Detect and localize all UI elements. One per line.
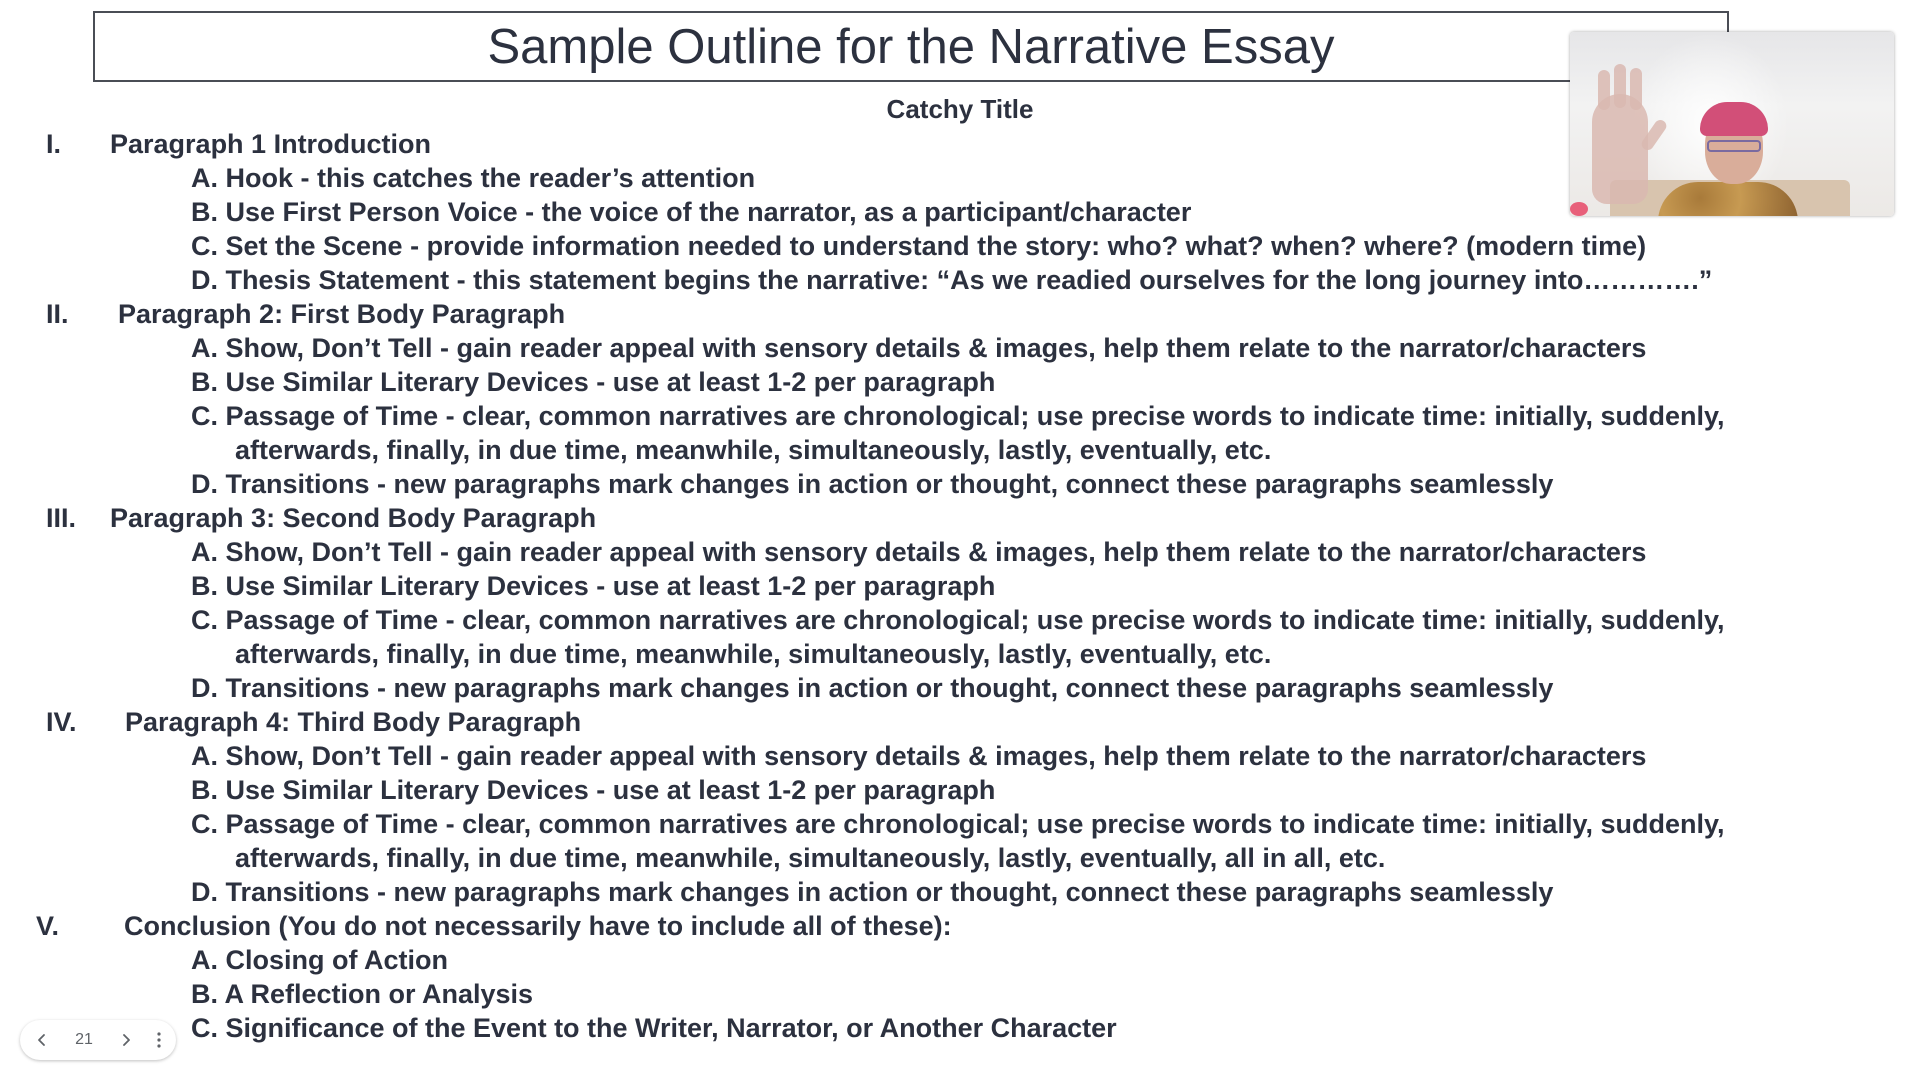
slide-subtitle: Catchy Title <box>886 94 1034 124</box>
outline-item: D. Transitions - new paragraphs mark changes in action or thought, connect these paragraphs seamlessly <box>191 673 1554 703</box>
presenter-figure <box>1700 102 1768 136</box>
slide-navigation <box>20 1020 176 1060</box>
title-box <box>93 11 1729 82</box>
outline-item: B. Use Similar Literary Devices - use at least 1-2 per paragraph <box>191 571 996 601</box>
outline-item: B. Use Similar Literary Devices - use at least 1-2 per paragraph <box>191 775 996 805</box>
outline-item: D. Thesis Statement - this statement begins the narrative: “As we readied ourselves for the long journey into………….” <box>191 265 1713 295</box>
previous-slide-button[interactable] <box>24 1020 60 1060</box>
section-heading: Conclusion (You do not necessarily have to include all of these): <box>124 911 952 941</box>
outline-item: C. Passage of Time - clear, common narratives are chronological; use precise words to indicate time: initially, suddenly, <box>191 809 1725 839</box>
outline-item: C. Passage of Time - clear, common narratives are chronological; use precise words to indicate time: initially, suddenly, <box>191 401 1725 431</box>
outline-item: D. Transitions - new paragraphs mark changes in action or thought, connect these paragraphs seamlessly <box>191 877 1554 907</box>
outline-item: B. Use Similar Literary Devices - use at least 1-2 per paragraph <box>191 367 996 397</box>
slide-title: Sample Outline for the Narrative Essay <box>487 19 1335 74</box>
section-numeral: II. <box>46 299 69 329</box>
chevron-left-icon <box>36 1033 48 1047</box>
waving-hand <box>1614 64 1626 108</box>
more-vertical-icon <box>156 1031 162 1049</box>
section-numeral: IV. <box>46 707 77 737</box>
outline-item: D. Transitions - new paragraphs mark changes in action or thought, connect these paragraphs seamlessly <box>191 469 1554 499</box>
outline-item-continuation: afterwards, finally, in due time, meanwhile, simultaneously, lastly, eventually, etc. <box>235 435 1272 465</box>
section-heading: Paragraph 1 Introduction <box>110 129 432 159</box>
presenter-figure <box>1707 140 1761 152</box>
outline-item: C. Significance of the Event to the Writer, Narrator, or Another Character <box>191 1013 1117 1043</box>
next-slide-button[interactable] <box>108 1020 144 1060</box>
outline-item: A. Hook - this catches the reader’s attention <box>191 163 756 193</box>
outline-item: C. Set the Scene - provide information needed to understand the story: who? what? when? where? (modern time) <box>191 231 1647 261</box>
outline-item-continuation: afterwards, finally, in due time, meanwhile, simultaneously, lastly, eventually, etc. <box>235 639 1272 669</box>
waving-hand <box>1598 70 1610 110</box>
outline-item-continuation: afterwards, finally, in due time, meanwhile, simultaneously, lastly, eventually, all in all, etc. <box>235 843 1386 873</box>
outline-item: B. Use First Person Voice - the voice of the narrator, as a participant/character <box>191 197 1192 227</box>
outline-item: A. Show, Don’t Tell - gain reader appeal with sensory details & images, help them relate to the narrator/characters <box>191 741 1647 771</box>
chevron-right-icon <box>120 1033 132 1047</box>
section-heading: Paragraph 2: First Body Paragraph <box>118 299 566 329</box>
video-background <box>1570 202 1588 216</box>
section-numeral: I. <box>46 129 62 159</box>
waving-hand <box>1592 94 1648 204</box>
outline-item: A. Show, Don’t Tell - gain reader appeal with sensory details & images, help them relate to the narrator/characters <box>191 333 1647 363</box>
presenter-figure <box>1658 182 1798 216</box>
outline-item: C. Passage of Time - clear, common narratives are chronological; use precise words to indicate time: initially, suddenly, <box>191 605 1725 635</box>
presenter-video-tile[interactable] <box>1570 32 1894 216</box>
section-heading: Paragraph 3: Second Body Paragraph <box>110 503 597 533</box>
section-heading: Paragraph 4: Third Body Paragraph <box>125 707 582 737</box>
page-number: 21 <box>75 1031 93 1048</box>
waving-hand <box>1630 68 1642 110</box>
outline-item: A. Show, Don’t Tell - gain reader appeal with sensory details & images, help them relate to the narrator/characters <box>191 537 1647 567</box>
section-numeral: III. <box>46 503 77 533</box>
section-numeral: V. <box>36 911 60 941</box>
outline-item: A. Closing of Action <box>191 945 448 975</box>
outline-item: B. A Reflection or Analysis <box>191 979 534 1009</box>
more-options-button[interactable] <box>144 1020 174 1060</box>
